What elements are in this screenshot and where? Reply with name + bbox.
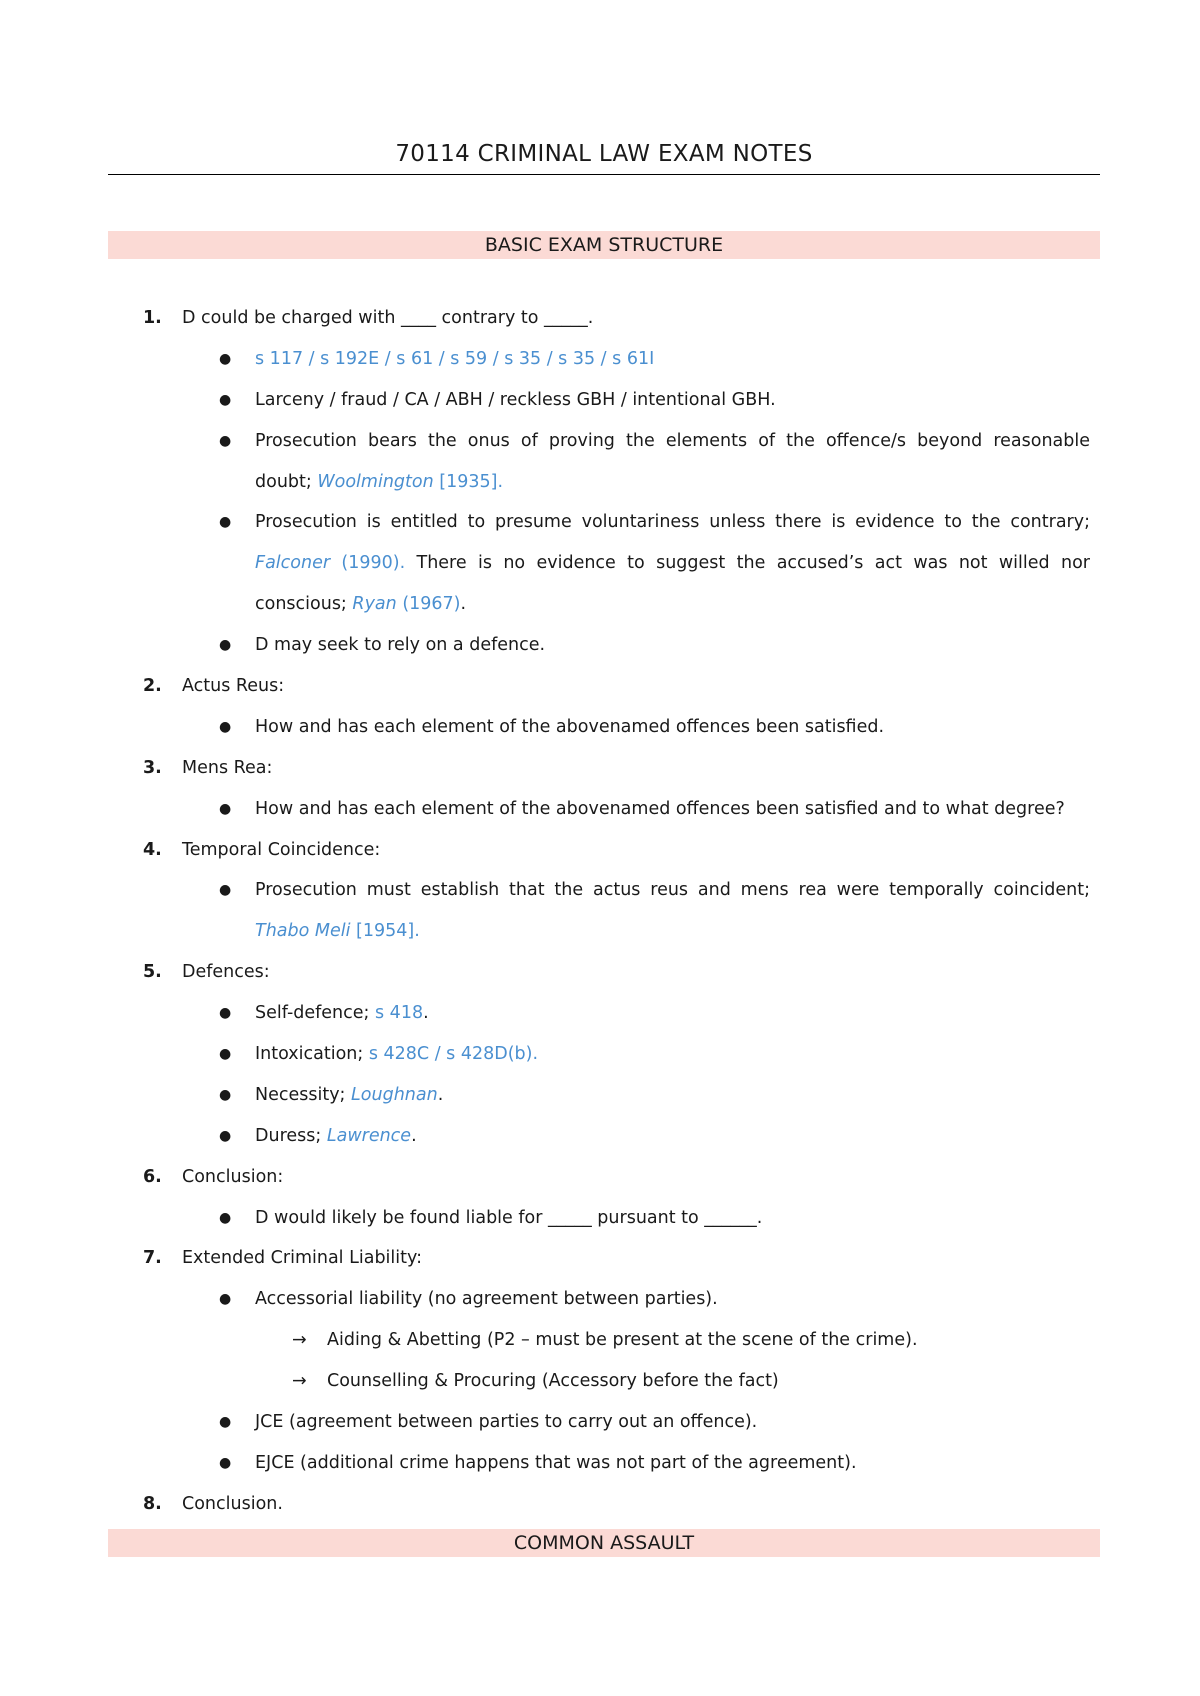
sub-item — [0, 1361, 1200, 1402]
list-number: 8. — [143, 1493, 162, 1514]
bullet-item — [0, 707, 1200, 748]
list-item-1 — [0, 298, 1200, 339]
case-name: Ryan — [352, 594, 397, 615]
list-item-text: Defences: — [182, 962, 270, 983]
sub-item-text: Aiding & Abetting (P2 – must be present at the scene of the crime). — [327, 1330, 918, 1351]
bullet-item — [0, 1443, 1200, 1484]
bullet-text: D may seek to rely on a defence. — [255, 635, 546, 656]
bullet-item — [0, 339, 1200, 380]
statute-reference: s 418 — [375, 1003, 424, 1024]
list-item-text: Actus Reus: — [182, 676, 285, 697]
bullet-icon: ● — [219, 1127, 232, 1144]
bullet-text: Accessorial liability (no agreement between parties). — [255, 1289, 718, 1310]
bullet-text: How and has each element of the abovenamed offences been satisfied. — [255, 716, 885, 737]
bullet-icon: ● — [219, 1414, 232, 1431]
list-item-8 — [0, 1484, 1200, 1525]
bullet-continuation — [0, 584, 1200, 625]
document-title: 70114 CRIMINAL LAW EXAM NOTES — [395, 141, 813, 167]
case-name: Loughnan — [351, 1084, 438, 1105]
case-name: Thabo Meli — [255, 921, 351, 942]
bullet-item — [0, 993, 1200, 1034]
section-heading-common-assault: COMMON ASSAULT — [108, 1529, 1100, 1557]
list-number: 3. — [143, 757, 162, 778]
bullet-item — [0, 1402, 1200, 1443]
bullet-continuation — [0, 911, 1200, 952]
bullet-icon: ● — [219, 1086, 232, 1103]
list-number: 6. — [143, 1166, 162, 1187]
bullet-item — [0, 380, 1200, 421]
punctuation: . — [423, 1003, 429, 1024]
bullet-item — [0, 870, 1200, 911]
list-item-2 — [0, 666, 1200, 707]
bullet-item — [0, 1198, 1200, 1239]
bullet-item — [0, 625, 1200, 666]
punctuation: . — [411, 1125, 417, 1146]
bullet-icon: ● — [219, 1046, 232, 1063]
bullet-text: How and has each element of the abovenamed offences been satisfied and to what degree? — [255, 798, 1065, 819]
case-name: Lawrence — [326, 1125, 412, 1146]
bullet-item — [0, 1034, 1200, 1075]
statute-reference: s 117 / s 192E / s 61 / s 59 / s 35 / s 35 / s 61I — [255, 348, 655, 369]
bullet-text: Prosecution bears the onus of proving the elements of the offence/s beyond reasonable — [255, 430, 1090, 451]
punctuation: . — [437, 1084, 444, 1105]
list-item-6 — [0, 1157, 1200, 1198]
sub-item — [0, 1320, 1200, 1361]
bullet-icon: ● — [219, 432, 232, 449]
list-number: 7. — [143, 1248, 162, 1269]
bullet-text: EJCE (additional crime happens that was not part of the agreement). — [255, 1452, 857, 1473]
document-body — [0, 298, 1200, 1525]
bullet-icon: ● — [219, 718, 232, 735]
arrow-icon: → — [292, 1330, 307, 1351]
list-item-text: Temporal Coincidence: — [182, 839, 381, 860]
bullet-icon: ● — [219, 637, 232, 654]
bullet-icon: ● — [219, 514, 232, 531]
bullet-continuation — [0, 462, 1200, 503]
list-item-4 — [0, 830, 1200, 871]
bullet-icon: ● — [219, 1005, 232, 1022]
sub-item-text: Counselling & Procuring (Accessory before the fact) — [327, 1371, 779, 1392]
bullet-text: Necessity; — [255, 1084, 352, 1105]
bullet-text: Intoxication; — [255, 1044, 369, 1065]
bullet-text: conscious; — [255, 594, 353, 615]
case-year: [1954]. — [350, 921, 420, 942]
case-year: (1967) — [396, 594, 461, 615]
statute-reference: s 428C / s 428D(b). — [368, 1044, 539, 1065]
list-item-7 — [0, 1238, 1200, 1279]
bullet-text: Prosecution is entitled to presume voluntariness unless there is evidence to the contrary; — [255, 512, 1090, 533]
bullet-icon: ● — [219, 800, 232, 817]
bullet-continuation — [0, 543, 1200, 584]
list-item-3 — [0, 748, 1200, 789]
section-heading-basic-exam-structure: BASIC EXAM STRUCTURE — [108, 231, 1100, 259]
case-year: [1935]. — [433, 471, 504, 492]
bullet-item — [0, 1116, 1200, 1157]
bullet-item — [0, 789, 1200, 830]
bullet-text: doubt; — [255, 471, 318, 492]
bullet-text: Prosecution must establish that the actus reus and mens rea were temporally coincident; — [255, 880, 1090, 901]
list-item-text: Extended Criminal Liability: — [182, 1248, 422, 1269]
list-item-5 — [0, 952, 1200, 993]
bullet-icon: ● — [219, 1454, 232, 1471]
bullet-text: Duress; — [255, 1125, 327, 1146]
case-name: Woolmington — [317, 471, 434, 492]
arrow-icon: → — [292, 1371, 307, 1392]
case-year: (1990). — [330, 553, 406, 574]
punctuation: . — [460, 594, 467, 615]
bullet-text: JCE (agreement between parties to carry out an offence). — [255, 1412, 758, 1433]
bullet-text: There is no evidence to suggest the accused’s act was not willed nor — [405, 553, 1090, 574]
bullet-item — [0, 1279, 1200, 1320]
bullet-icon: ● — [219, 882, 232, 899]
bullet-text: Self-defence; — [255, 1003, 375, 1024]
bullet-text: Larceny / fraud / CA / ABH / reckless GBH / intentional GBH. — [255, 389, 776, 410]
bullet-item — [0, 502, 1200, 543]
bullet-icon: ● — [219, 1291, 232, 1308]
list-number: 1. — [143, 308, 162, 328]
list-number: 5. — [143, 962, 162, 983]
bullet-item — [0, 1075, 1200, 1116]
bullet-text: D would likely be found liable for _____ pursuant to ______. — [255, 1207, 763, 1228]
case-name: Falconer — [255, 553, 331, 574]
list-item-text: Conclusion: — [182, 1166, 284, 1187]
list-number: 4. — [143, 839, 162, 860]
list-item-text: Conclusion. — [182, 1493, 283, 1514]
bullet-icon: ● — [219, 391, 232, 408]
list-number: 2. — [143, 676, 162, 697]
list-item-text: D could be charged with ____ contrary to _____. — [182, 308, 594, 328]
bullet-icon: ● — [219, 1209, 232, 1226]
bullet-item — [0, 421, 1200, 462]
bullet-icon: ● — [219, 350, 232, 367]
list-item-text: Mens Rea: — [182, 757, 273, 778]
title-underline — [108, 174, 1100, 175]
